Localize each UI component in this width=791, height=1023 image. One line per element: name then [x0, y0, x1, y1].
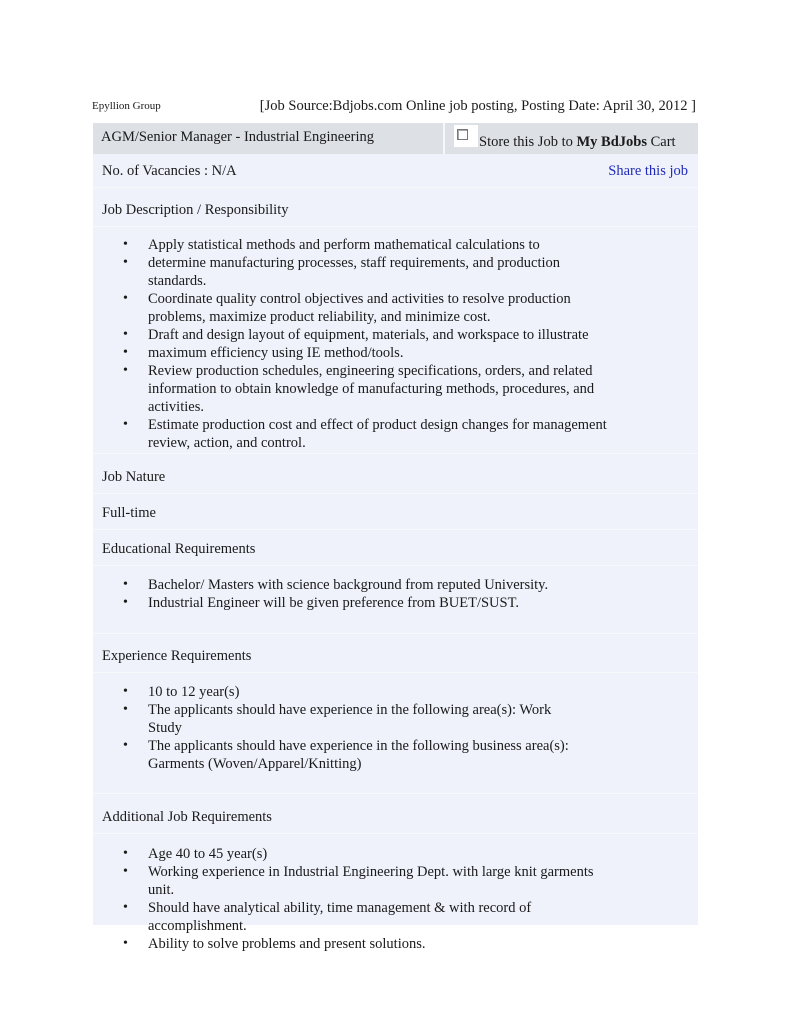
- row-divider: [93, 565, 698, 566]
- list-item: • Apply statistical methods and perform mathematical calculations to: [93, 236, 618, 254]
- list-item: • Working experience in Industrial Engineering Dept. with large knit garments unit.: [93, 863, 618, 899]
- row-divider: [93, 672, 698, 673]
- list-item: • The applicants should have experience in the following business area(s): Garments (Woven/Apparel/Knitting): [93, 737, 628, 773]
- job-nature-heading: Job Nature: [102, 469, 166, 485]
- store-job-checkbox-wrapper[interactable]: [454, 125, 478, 147]
- list-item: • Industrial Engineer will be given preference from BUET/SUST.: [93, 594, 618, 612]
- job-details-panel: [93, 123, 698, 952]
- list-item: • Ability to solve problems and present solutions.: [93, 935, 618, 953]
- job-nature-value: Full-time: [102, 505, 156, 521]
- company-name: Epyllion Group: [92, 100, 161, 112]
- store-job-label[interactable]: Store this Job to My BdJobs Cart: [479, 134, 676, 150]
- row-divider: [93, 833, 698, 834]
- list-item: • Coordinate quality control objectives and activities to resolve production problems, maximize product reliability, and minimize cost.: [93, 290, 618, 326]
- list-item: • Estimate production cost and effect of product design changes for management review, action, and control.: [93, 416, 618, 452]
- share-job-link[interactable]: Share this job: [608, 163, 688, 179]
- document-header: [92, 98, 700, 116]
- row-divider: [93, 529, 698, 530]
- responsibility-list: [93, 236, 693, 452]
- row-divider: [93, 226, 698, 227]
- store-job-checkbox[interactable]: [457, 129, 468, 140]
- row-divider: [93, 493, 698, 494]
- job-title: AGM/Senior Manager - Industrial Engineering: [101, 129, 375, 145]
- list-item: • Bachelor/ Masters with science background from reputed University.: [93, 576, 618, 594]
- list-item: • maximum efficiency using IE method/tools.: [93, 344, 618, 362]
- list-item: • Draft and design layout of equipment, materials, and workspace to illustrate: [93, 326, 618, 344]
- job-description-heading: Job Description / Responsibility: [102, 202, 289, 218]
- row-divider: [93, 453, 698, 454]
- additional-requirements-heading: Additional Job Requirements: [102, 809, 272, 825]
- title-divider: [443, 123, 445, 154]
- row-divider: [93, 793, 698, 794]
- my-bdjobs-label: My BdJobs: [576, 134, 647, 150]
- list-item: • determine manufacturing processes, staff requirements, and production standards.: [93, 254, 618, 290]
- job-source-line: [Job Source:Bdjobs.com Online job posting, Posting Date: April 30, 2012 ]: [259, 98, 696, 114]
- education-list: [93, 576, 693, 612]
- job-title-bar: [93, 123, 698, 154]
- list-item: • Age 40 to 45 year(s): [93, 845, 618, 863]
- experience-list: [93, 683, 693, 773]
- list-item: • Should have analytical ability, time management & with record of accomplishment.: [93, 899, 618, 935]
- experience-heading: Experience Requirements: [102, 648, 252, 664]
- list-item: • 10 to 12 year(s): [93, 683, 618, 701]
- vacancies-text: No. of Vacancies : N/A: [102, 163, 237, 179]
- education-heading: Educational Requirements: [102, 541, 256, 557]
- additional-requirements-list: [93, 845, 693, 953]
- list-item: • Review production schedules, engineering specifications, orders, and related information to obtain knowledge of manufacturing methods, procedures, and activities.: [93, 362, 618, 416]
- list-item: • The applicants should have experience in the following area(s): Work Study: [93, 701, 568, 737]
- row-divider: [93, 633, 698, 634]
- row-divider: [93, 187, 698, 188]
